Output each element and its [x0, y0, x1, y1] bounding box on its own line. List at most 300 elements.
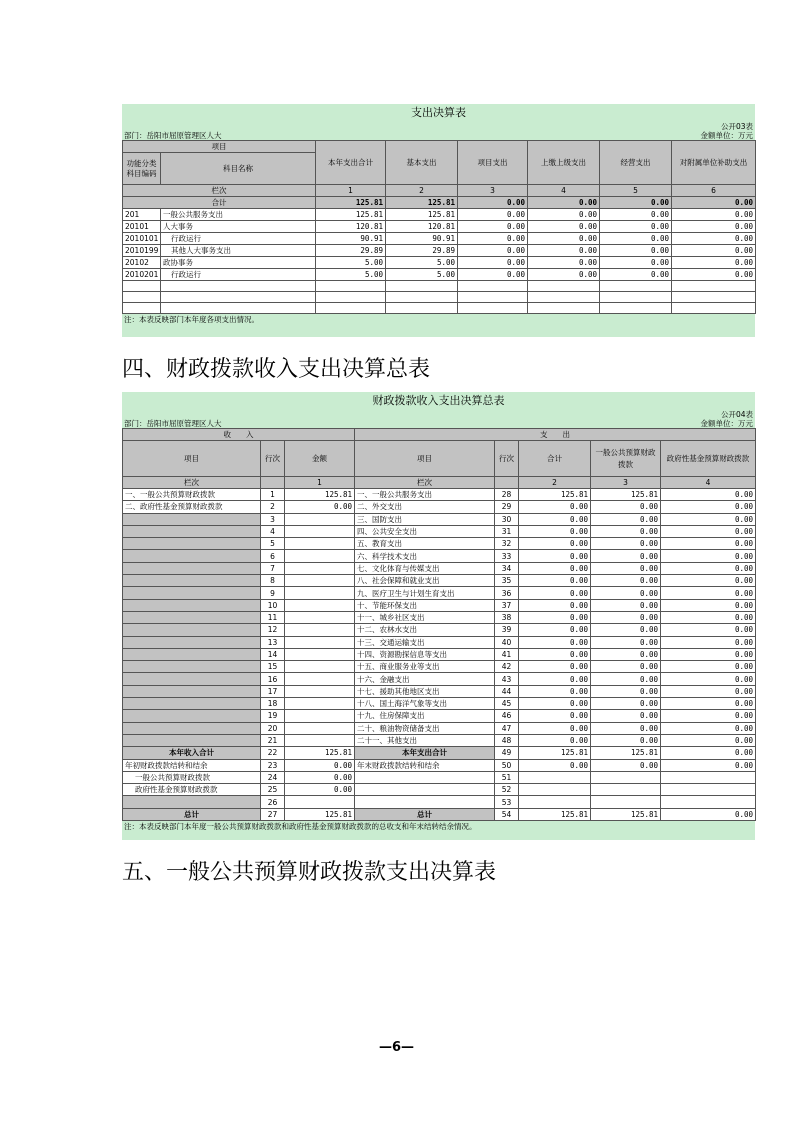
expense-item: 六、科学技术支出	[355, 550, 495, 562]
expense-item: 十二、农林水支出	[355, 624, 495, 636]
income-line-no: 6	[261, 550, 285, 562]
table1-header-name: 科目名称	[161, 153, 316, 185]
income-amount	[285, 611, 355, 623]
expense-amount: 0.00	[661, 808, 756, 820]
expense-amount: 0.00	[519, 562, 591, 574]
expense-amount	[591, 796, 661, 808]
income-line-no: 8	[261, 575, 285, 587]
row-value: 5.00	[386, 269, 458, 281]
expense-item: 九、医疗卫生与计划生育支出	[355, 587, 495, 599]
table2-row	[123, 575, 756, 587]
income-amount	[285, 587, 355, 599]
expense-amount: 0.00	[661, 525, 756, 537]
expense-section-header: 支 出	[355, 429, 756, 441]
expense-line-no: 43	[495, 673, 519, 685]
row-value: 5.00	[386, 257, 458, 269]
expense-item: 十七、援助其他地区支出	[355, 685, 495, 697]
expense-line-no: 32	[495, 538, 519, 550]
fiscal-summary-table	[122, 428, 756, 821]
expense-amount: 0.00	[519, 661, 591, 673]
table1-lanci: 2	[386, 185, 458, 197]
income-amount	[285, 513, 355, 525]
table1-col-header: 基本支出	[386, 141, 458, 185]
expense-line-no: 49	[495, 747, 519, 759]
row-value: 5.00	[316, 269, 386, 281]
table2-row	[123, 796, 756, 808]
income-item	[123, 636, 261, 648]
income-line-no: 23	[261, 759, 285, 771]
expense-item: 十三、交通运输支出	[355, 636, 495, 648]
expense-line-no: 33	[495, 550, 519, 562]
row-value: 0.00	[458, 257, 528, 269]
income-item	[123, 550, 261, 562]
expense-amount: 0.00	[519, 624, 591, 636]
income-amount	[285, 562, 355, 574]
table2-row	[123, 636, 756, 648]
empty-cell	[316, 292, 386, 303]
table1-total-cell: 125.81	[316, 197, 386, 209]
table1-header-project: 项目	[123, 141, 316, 153]
expense-amount: 125.81	[519, 489, 591, 501]
income-item: 一般公共预算财政拨款	[123, 771, 261, 783]
expense-lanci: 3	[591, 477, 661, 489]
expense-amount: 0.00	[519, 673, 591, 685]
expense-item: 四、公共安全支出	[355, 525, 495, 537]
row-value: 0.00	[672, 245, 756, 257]
expense-line-no: 42	[495, 661, 519, 673]
expense-amount: 0.00	[591, 636, 661, 648]
table1-dept: 部门：岳阳市屈原管理区人大	[124, 131, 222, 140]
income-amount	[285, 661, 355, 673]
table1-empty-row	[123, 292, 756, 303]
expenditure-table	[122, 140, 756, 314]
empty-cell	[316, 303, 386, 314]
table2-dept: 部门：岳阳市屈原管理区人大	[124, 419, 222, 428]
expense-amount: 0.00	[661, 624, 756, 636]
expense-amount: 0.00	[661, 661, 756, 673]
income-line-no: 27	[261, 808, 285, 820]
table1-lanci: 6	[672, 185, 756, 197]
row-value: 0.00	[458, 269, 528, 281]
expense-amount: 0.00	[661, 685, 756, 697]
income-line-no: 22	[261, 747, 285, 759]
expense-amount: 0.00	[591, 550, 661, 562]
income-item	[123, 624, 261, 636]
income-item: 二、政府性基金预算财政拨款	[123, 501, 261, 513]
expense-amount: 0.00	[661, 538, 756, 550]
row-value: 0.00	[458, 221, 528, 233]
income-item: 本年收入合计	[123, 747, 261, 759]
expense-amount: 0.00	[661, 710, 756, 722]
row-value: 0.00	[672, 269, 756, 281]
expense-amount: 0.00	[519, 538, 591, 550]
income-amount	[285, 673, 355, 685]
income-line-no: 25	[261, 784, 285, 796]
expense-item: 一、一般公共服务支出	[355, 489, 495, 501]
table1-unit: 金额单位：万元	[700, 131, 753, 140]
table2-row	[123, 501, 756, 513]
row-value: 90.91	[386, 233, 458, 245]
expense-item: 十九、住房保障支出	[355, 710, 495, 722]
empty-cell	[161, 281, 316, 292]
empty-cell	[528, 303, 600, 314]
expense-amount: 0.00	[661, 722, 756, 734]
table2-row	[123, 550, 756, 562]
expense-line-no: 37	[495, 599, 519, 611]
table1-row	[123, 245, 756, 257]
expense-line-no: 46	[495, 710, 519, 722]
income-line-no: 13	[261, 636, 285, 648]
table1-empty-row	[123, 303, 756, 314]
expense-amount: 0.00	[591, 562, 661, 574]
empty-cell	[672, 281, 756, 292]
table2-row	[123, 673, 756, 685]
table2-row	[123, 538, 756, 550]
expense-amount: 0.00	[661, 599, 756, 611]
expense-line-no: 50	[495, 759, 519, 771]
table2-row	[123, 698, 756, 710]
expense-amount: 0.00	[661, 587, 756, 599]
table2-row	[123, 747, 756, 759]
table2-row	[123, 759, 756, 771]
income-amount: 0.00	[285, 784, 355, 796]
income-line-no: 20	[261, 722, 285, 734]
income-item: 总计	[123, 808, 261, 820]
empty-cell	[123, 303, 161, 314]
empty-cell	[161, 303, 316, 314]
row-value: 5.00	[316, 257, 386, 269]
expense-amount: 0.00	[591, 624, 661, 636]
income-amount: 0.00	[285, 501, 355, 513]
row-value: 120.81	[386, 221, 458, 233]
expense-item: 本年支出合计	[355, 747, 495, 759]
row-name: 行政运行	[161, 269, 316, 281]
expense-project-header: 项目	[355, 441, 495, 477]
expense-amount: 0.00	[661, 636, 756, 648]
income-item	[123, 648, 261, 660]
expense-lanci-label: 栏次	[355, 477, 495, 489]
expense-item: 七、文化体育与传媒支出	[355, 562, 495, 574]
income-item	[123, 710, 261, 722]
expense-total-header: 合计	[519, 441, 591, 477]
expense-amount: 0.00	[661, 648, 756, 660]
income-line-no: 16	[261, 673, 285, 685]
row-value: 0.00	[600, 245, 672, 257]
row-name: 政协事务	[161, 257, 316, 269]
table1-header-code: 功能分类科目编码	[123, 153, 161, 185]
row-value: 0.00	[528, 233, 600, 245]
table1-form-no: 公开03表	[720, 122, 753, 131]
empty-cell	[123, 281, 161, 292]
expense-amount: 125.81	[519, 747, 591, 759]
income-amount	[285, 722, 355, 734]
income-amount: 0.00	[285, 771, 355, 783]
table1-total-cell: 0.00	[528, 197, 600, 209]
income-item	[123, 599, 261, 611]
empty-cell	[458, 292, 528, 303]
expense-line-no: 47	[495, 722, 519, 734]
table2-unit: 金额单位：万元	[700, 419, 753, 428]
expense-amount	[591, 784, 661, 796]
income-amount	[285, 525, 355, 537]
table1-total-row	[123, 197, 756, 209]
expense-amount	[591, 771, 661, 783]
expense-amount: 0.00	[661, 698, 756, 710]
empty-cell	[528, 292, 600, 303]
income-line-no: 5	[261, 538, 285, 550]
expense-item: 二、外交支出	[355, 501, 495, 513]
table1-total-label: 合计	[123, 197, 316, 209]
row-value: 120.81	[316, 221, 386, 233]
table1-col-header: 经营支出	[600, 141, 672, 185]
expense-amount	[661, 784, 756, 796]
table1-total-cell: 0.00	[600, 197, 672, 209]
expense-fund-header: 政府性基金预算财政拨款	[661, 441, 756, 477]
row-code: 2010101	[123, 233, 161, 245]
empty-cell	[672, 292, 756, 303]
expense-line-no: 53	[495, 796, 519, 808]
row-name: 其他人大事务支出	[161, 245, 316, 257]
expense-amount	[519, 771, 591, 783]
expense-amount: 0.00	[519, 734, 591, 746]
table1-row	[123, 257, 756, 269]
income-item	[123, 562, 261, 574]
expense-line-no: 35	[495, 575, 519, 587]
table1-total-cell: 0.00	[672, 197, 756, 209]
row-value: 0.00	[458, 233, 528, 245]
table2-row	[123, 734, 756, 746]
row-value: 0.00	[458, 209, 528, 221]
empty-cell	[672, 303, 756, 314]
expense-line-no: 41	[495, 648, 519, 660]
row-value: 0.00	[528, 221, 600, 233]
expense-amount: 0.00	[519, 501, 591, 513]
income-line-no: 19	[261, 710, 285, 722]
income-item	[123, 587, 261, 599]
expense-line-no: 51	[495, 771, 519, 783]
expense-amount: 0.00	[591, 575, 661, 587]
income-item	[123, 673, 261, 685]
income-amount	[285, 624, 355, 636]
expense-amount: 0.00	[519, 513, 591, 525]
table2-row	[123, 784, 756, 796]
table2-row	[123, 587, 756, 599]
row-value: 0.00	[600, 209, 672, 221]
income-item	[123, 685, 261, 697]
expense-line-no: 54	[495, 808, 519, 820]
expense-amount: 0.00	[519, 698, 591, 710]
expense-amount: 0.00	[591, 685, 661, 697]
income-line-no: 4	[261, 525, 285, 537]
income-line-no: 21	[261, 734, 285, 746]
row-value: 90.91	[316, 233, 386, 245]
table1-row	[123, 209, 756, 221]
row-code: 201	[123, 209, 161, 221]
income-line-no: 7	[261, 562, 285, 574]
expense-amount: 0.00	[519, 575, 591, 587]
table2-meta-top	[122, 410, 755, 419]
expense-line-no: 48	[495, 734, 519, 746]
row-code: 20101	[123, 221, 161, 233]
empty-cell	[528, 281, 600, 292]
row-value: 0.00	[672, 233, 756, 245]
table1-lanci: 1	[316, 185, 386, 197]
expense-amount: 0.00	[661, 550, 756, 562]
expense-line-no: 44	[495, 685, 519, 697]
expense-amount: 0.00	[591, 513, 661, 525]
table1-total-cell: 125.81	[386, 197, 458, 209]
income-line-no: 15	[261, 661, 285, 673]
income-item	[123, 722, 261, 734]
expense-item: 二十、粮油物资储备支出	[355, 722, 495, 734]
table2-meta	[122, 419, 755, 428]
table1-col-header: 对附属单位补助支出	[672, 141, 756, 185]
income-line-header: 行次	[261, 441, 285, 477]
expense-item: 总计	[355, 808, 495, 820]
expense-item: 十一、城乡社区支出	[355, 611, 495, 623]
expense-line-no: 39	[495, 624, 519, 636]
expense-amount: 0.00	[519, 587, 591, 599]
page-number: —6—	[378, 1040, 415, 1055]
table1-row	[123, 269, 756, 281]
expense-line-no: 34	[495, 562, 519, 574]
table1-row	[123, 233, 756, 245]
expense-amount: 0.00	[591, 648, 661, 660]
table2-row	[123, 624, 756, 636]
row-value: 0.00	[672, 209, 756, 221]
expense-amount: 0.00	[661, 759, 756, 771]
expense-lanci: 4	[661, 477, 756, 489]
table1-empty-row	[123, 281, 756, 292]
row-name: 一般公共服务支出	[161, 209, 316, 221]
expense-amount: 0.00	[661, 489, 756, 501]
income-line-no: 11	[261, 611, 285, 623]
empty-cell	[316, 281, 386, 292]
table1-lanci: 4	[528, 185, 600, 197]
income-amount: 125.81	[285, 747, 355, 759]
expense-amount: 0.00	[591, 734, 661, 746]
row-value: 0.00	[600, 257, 672, 269]
table2-row	[123, 771, 756, 783]
expense-line-no: 29	[495, 501, 519, 513]
income-item: 政府性基金预算财政拨款	[123, 784, 261, 796]
expense-line-header: 行次	[495, 441, 519, 477]
expense-amount: 0.00	[591, 525, 661, 537]
expense-item: 十五、商业服务业等支出	[355, 661, 495, 673]
expense-item: 二十一、其他支出	[355, 734, 495, 746]
row-value: 125.81	[316, 209, 386, 221]
row-value: 0.00	[458, 245, 528, 257]
income-amount	[285, 538, 355, 550]
section-heading-4: 四、财政拨款收入支出决算总表	[122, 357, 431, 382]
expense-amount: 0.00	[661, 575, 756, 587]
row-value: 0.00	[528, 245, 600, 257]
income-amount	[285, 599, 355, 611]
table1-note: 注：本表反映部门本年度各项支出情况。	[124, 315, 259, 324]
expense-amount: 0.00	[591, 710, 661, 722]
expenditure-table-sheet	[122, 104, 755, 337]
expense-item: 八、社会保障和就业支出	[355, 575, 495, 587]
expense-amount: 0.00	[661, 673, 756, 685]
expense-item: 五、教育支出	[355, 538, 495, 550]
income-line-no: 17	[261, 685, 285, 697]
income-item: 年初财政拨款结转和结余	[123, 759, 261, 771]
table1-col-header: 项目支出	[458, 141, 528, 185]
income-lanci-blank	[261, 477, 285, 489]
table2-row	[123, 808, 756, 820]
expense-line-no: 30	[495, 513, 519, 525]
income-line-no: 26	[261, 796, 285, 808]
table1-col-header: 上缴上级支出	[528, 141, 600, 185]
table2-row	[123, 648, 756, 660]
table2-title: 财政拨款收入支出决算总表	[372, 394, 505, 407]
income-amount	[285, 648, 355, 660]
empty-cell	[386, 303, 458, 314]
expense-amount: 125.81	[591, 489, 661, 501]
table1-lanci: 3	[458, 185, 528, 197]
row-value: 0.00	[600, 269, 672, 281]
expense-amount: 0.00	[519, 685, 591, 697]
expense-amount: 0.00	[519, 599, 591, 611]
table2-row	[123, 513, 756, 525]
table1-meta	[122, 131, 755, 140]
expense-line-no: 31	[495, 525, 519, 537]
income-project-header: 项目	[123, 441, 261, 477]
expense-amount: 0.00	[591, 673, 661, 685]
income-line-no: 9	[261, 587, 285, 599]
income-line-no: 3	[261, 513, 285, 525]
empty-cell	[123, 292, 161, 303]
expense-amount: 0.00	[591, 698, 661, 710]
row-code: 2010201	[123, 269, 161, 281]
income-amount: 125.81	[285, 808, 355, 820]
empty-cell	[600, 292, 672, 303]
expense-amount: 0.00	[519, 636, 591, 648]
expense-line-no: 36	[495, 587, 519, 599]
expense-line-no: 28	[495, 489, 519, 501]
table1-lanci: 5	[600, 185, 672, 197]
income-amount	[285, 698, 355, 710]
income-amount	[285, 734, 355, 746]
expense-amount	[661, 796, 756, 808]
income-amount	[285, 575, 355, 587]
empty-cell	[600, 281, 672, 292]
table2-row	[123, 489, 756, 501]
expense-amount: 0.00	[591, 759, 661, 771]
expense-item	[355, 784, 495, 796]
income-amount: 125.81	[285, 489, 355, 501]
row-value: 0.00	[528, 269, 600, 281]
income-line-no: 2	[261, 501, 285, 513]
expense-amount	[661, 771, 756, 783]
row-value: 0.00	[600, 221, 672, 233]
table2-form-no: 公开04表	[720, 410, 753, 419]
income-item	[123, 513, 261, 525]
fiscal-summary-table-sheet	[122, 392, 755, 840]
row-code: 2010199	[123, 245, 161, 257]
expense-item: 三、国防支出	[355, 513, 495, 525]
row-value: 125.81	[386, 209, 458, 221]
table2-row	[123, 599, 756, 611]
expense-item: 十八、国土海洋气象等支出	[355, 698, 495, 710]
expense-lanci: 2	[519, 477, 591, 489]
table2-row	[123, 611, 756, 623]
table2-row	[123, 525, 756, 537]
empty-cell	[386, 281, 458, 292]
income-line-no: 14	[261, 648, 285, 660]
expense-amount: 0.00	[519, 611, 591, 623]
expense-amount: 125.81	[591, 747, 661, 759]
